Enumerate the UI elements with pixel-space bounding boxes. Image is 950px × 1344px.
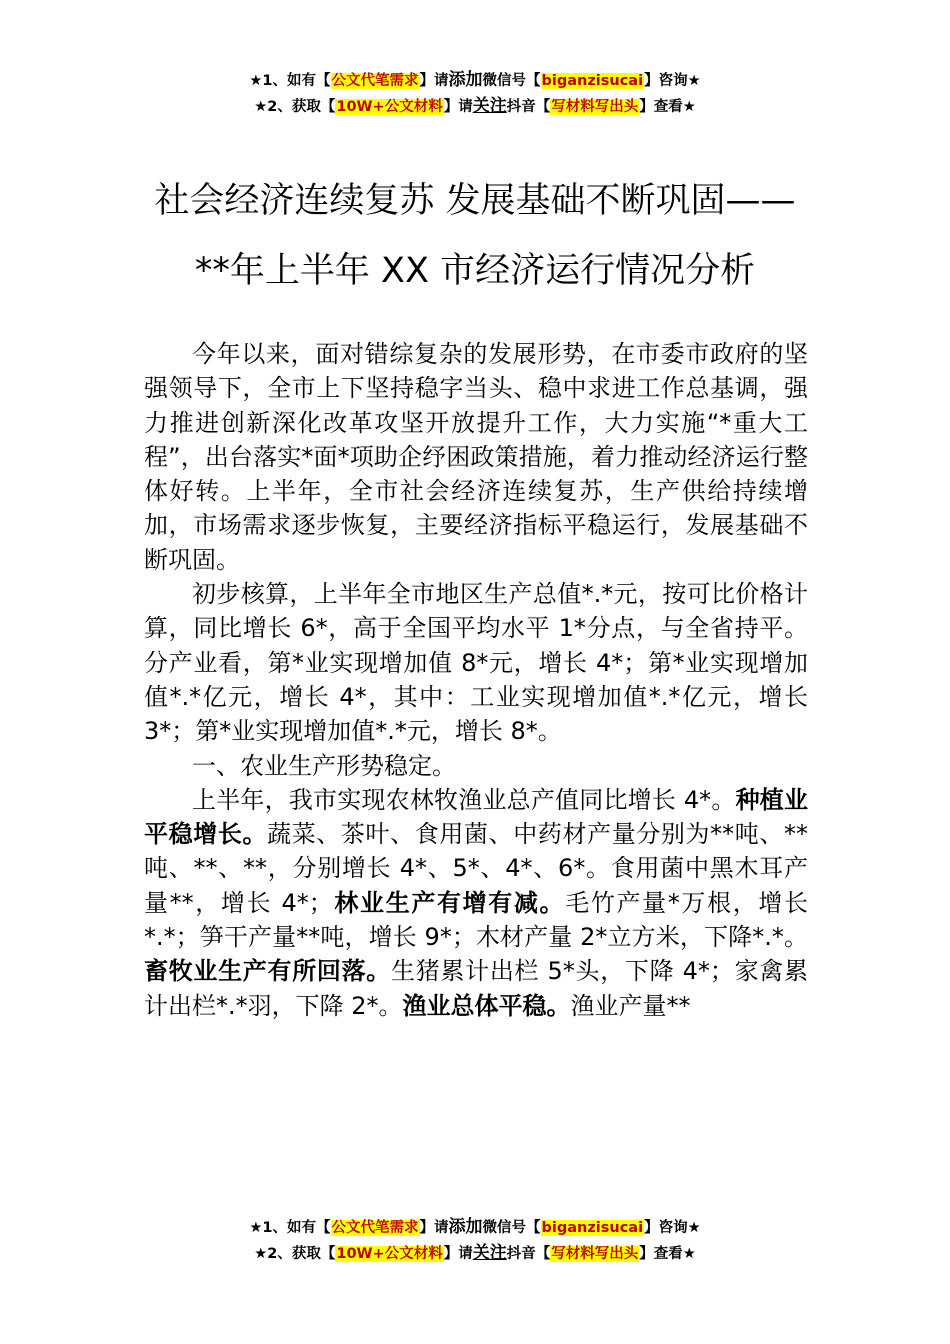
banner-line2-suffix: 】查看★	[639, 1246, 696, 1262]
banner-line1-mid2: 微信号【	[482, 1220, 541, 1236]
banner-line2-prefix: ★2、获取【	[254, 99, 336, 115]
banner-line1-prefix: ★1、如有【	[249, 73, 331, 89]
banner-line1-prefix: ★1、如有【	[249, 1220, 331, 1236]
banner-line2-mid2: 抖音【	[506, 1246, 551, 1262]
agri-text-4: 生猪累计出栏 5*头，下降 4*；家禽累计出栏*.*羽，下降 2*。	[144, 957, 809, 1020]
agri-text-1: 上半年，我市实现农林牧渔业总产值同比增长 4*。	[192, 785, 736, 814]
banner-line1-suffix: 】咨询★	[644, 1220, 701, 1236]
banner-line2-suffix: 】查看★	[639, 99, 696, 115]
agri-bold-planting: 种植业平稳增长。	[144, 785, 809, 849]
banner-line1-suffix: 】咨询★	[644, 73, 701, 89]
paragraph-agriculture	[144, 783, 808, 1023]
highlight-materials: 10W+公文材料	[336, 99, 443, 115]
highlight-douyin-account: 写材料写出头	[551, 99, 639, 115]
document-body	[144, 337, 808, 1023]
highlight-wechat-id: biganzisucai	[541, 1220, 644, 1236]
banner-line2-mid2: 抖音【	[506, 99, 551, 115]
section-heading-agriculture: 一、农业生产形势稳定。	[192, 751, 456, 780]
paragraph-gdp: 初步核算，上半年全市地区生产总值*.*元，按可比价格计算，同比增长 6*，高于全国平均水平 1*分点，与全省持平。分产业看，第*业实现增加值 8*元，增长 4*；第*业实现增加值*.*亿元，增长 4*，其中：工业实现增加值*.*亿元，增长 3*；第*业实现增加值*.*元，增长 8*。	[144, 580, 808, 746]
agri-bold-fishery: 渔业总体平稳。	[402, 991, 571, 1020]
banner-line1-mid1: 】请	[419, 73, 449, 89]
banner-line-1	[0, 1215, 950, 1241]
paragraph-intro: 今年以来，面对错综复杂的发展形势，在市委市政府的坚强领导下，全市上下坚持稳字当头、稳中求进工作总基调，强力推进创新深化改革攻坚开放提升工作，大力实施“*重大工程”，出台落实*面*项助企纾困政策措施，着力推动经济运行整体好转。上半年，全市社会经济连续复苏，生产供给持续增加，市场需求逐步恢复，主要经济指标平稳运行，发展基础不断巩固。	[144, 340, 808, 574]
banner-line1-emphasis: 添加	[448, 70, 483, 90]
agri-text-5: 渔业产量**	[570, 991, 691, 1020]
agri-bold-livestock: 畜牧业生产有所回落。	[144, 957, 392, 986]
banner-line1-mid2: 微信号【	[482, 73, 541, 89]
banner-line2-mid1: 】请	[443, 1246, 473, 1262]
highlight-douyin-account: 写材料写出头	[551, 1246, 639, 1262]
document-title-line-2: **年上半年 XX 市经济运行情况分析	[194, 251, 756, 291]
banner-line-2	[0, 1241, 950, 1267]
agri-bold-forestry: 林业生产有增有减。	[332, 888, 566, 917]
agri-text-3: 毛竹产量*万根，增长*.*；笋干产量**吨，增长 9*；木材产量 2*立方米，下降*.*。	[144, 888, 808, 952]
banner-line-2	[0, 94, 950, 120]
highlight-service: 公文代笔需求	[331, 73, 419, 89]
banner-line1-emphasis: 添加	[448, 1217, 483, 1237]
banner-line2-emphasis: 关注	[472, 1243, 507, 1263]
highlight-wechat-id: biganzisucai	[541, 73, 644, 89]
banner-line2-prefix: ★2、获取【	[254, 1246, 336, 1262]
banner-line1-mid1: 】请	[419, 1220, 449, 1236]
highlight-service: 公文代笔需求	[331, 1220, 419, 1236]
document-title-line-1: 社会经济连续复苏 发展基础不断巩固——	[154, 181, 796, 221]
banner-line2-emphasis: 关注	[472, 96, 507, 116]
banner-line-1	[0, 68, 950, 94]
banner-line2-mid1: 】请	[443, 99, 473, 115]
bottom-banner	[0, 1215, 950, 1267]
highlight-materials: 10W+公文材料	[336, 1246, 443, 1262]
agri-text-2: 蔬菜、茶叶、食用菌、中药材产量分别为**吨、**吨、**、**，分别增长 4*、5*、4*、6*。食用菌中黑木耳产量**，增长 4*；	[144, 820, 808, 917]
top-banner	[0, 68, 950, 120]
